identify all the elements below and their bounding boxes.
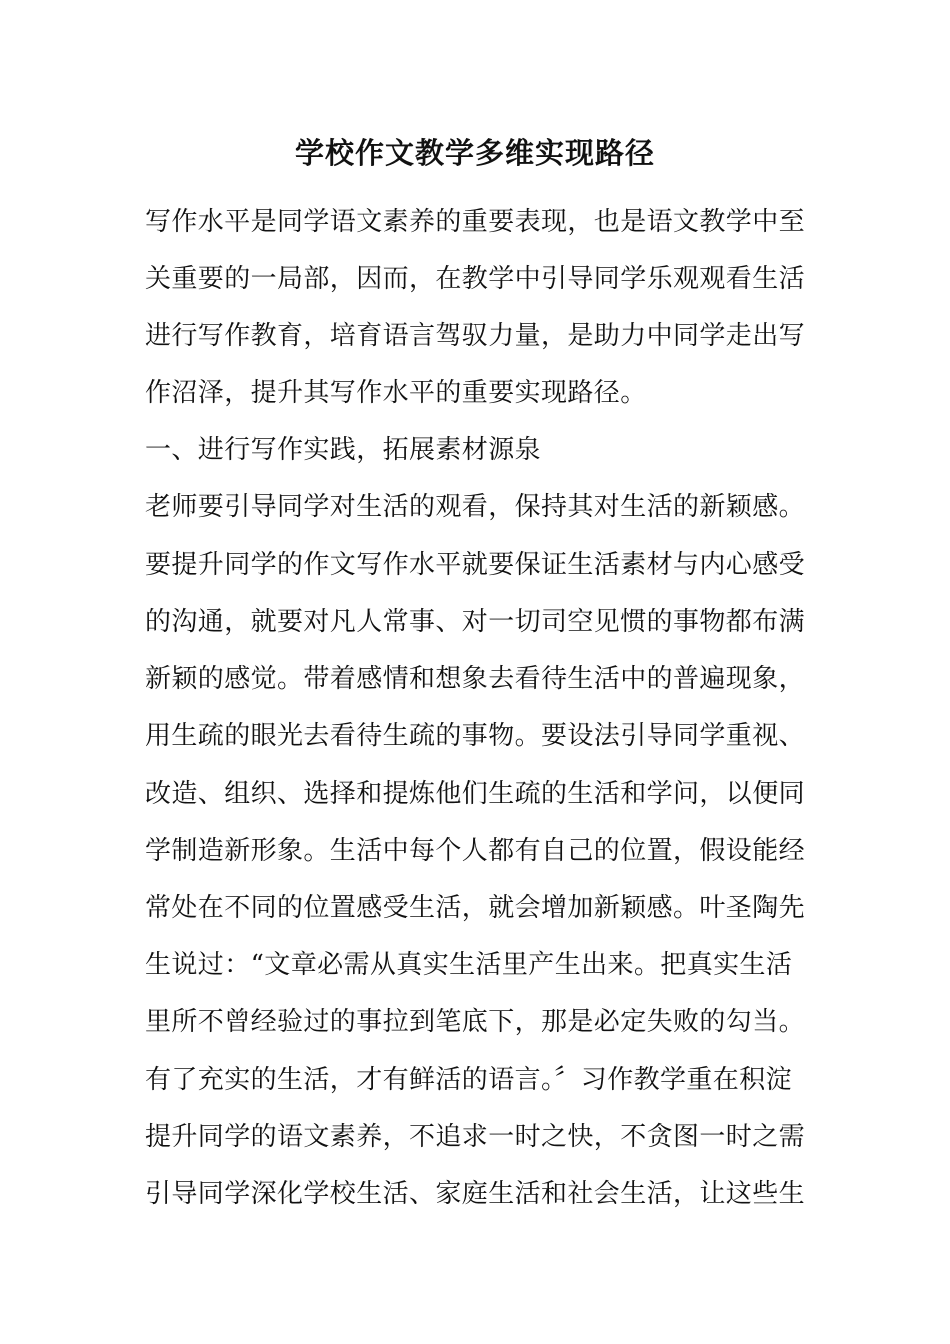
paragraph-line: 提升同学的语文素养，不追求一时之快，不贪图一时之需	[145, 1122, 806, 1152]
paragraph-line: 里所不曾经验过的事拉到笔底下，那是必定失败的勾当。	[145, 1007, 806, 1037]
paragraph-line: 有了充实的生活，才有鲜活的语言。〞习作教学重在积淀	[145, 1065, 793, 1095]
paragraph-line: 学制造新形象。生活中每个人都有自己的位置，假设能经	[145, 836, 806, 866]
document-title: 学校作文教学多维实现路径	[294, 136, 655, 170]
paragraph-line: 写作水平是同学语文素养的重要表现，也是语文教学中至	[145, 207, 806, 237]
paragraph-line: 引导同学深化学校生活、家庭生活和社会生活，让这些生	[145, 1179, 806, 1209]
paragraph-line: 改造、组织、选择和提炼他们生疏的生活和学问，以便同	[145, 779, 806, 809]
paragraph-line: 关重要的一局部，因而，在教学中引导同学乐观观看生活	[145, 264, 806, 294]
paragraph-line: 要提升同学的作文写作水平就要保证生活素材与内心感受	[145, 550, 806, 580]
paragraph-line: 作沼泽，提升其写作水平的重要实现路径。	[145, 378, 647, 408]
paragraph-line: 老师要引导同学对生活的观看，保持其对生活的新颖感。	[145, 492, 806, 522]
section-heading: 一、进行写作实践，拓展素材源泉	[145, 435, 542, 465]
paragraph-line: 的沟通，就要对凡人常事、对一切司空见惯的事物都布满	[145, 607, 806, 637]
paragraph-line: 生说过：“文章必需从真实生活里产生出来。把真实生活	[145, 950, 793, 980]
paragraph-line: 用生疏的眼光去看待生疏的事物。要设法引导同学重视、	[145, 721, 806, 751]
paragraph-line: 常处在不同的位置感受生活，就会增加新颖感。叶圣陶先	[145, 893, 806, 923]
paragraph-line: 新颖的感觉。带着感情和想象去看待生活中的普遍现象，	[145, 664, 806, 694]
paragraph-line: 进行写作教育，培育语言驾驭力量，是助力中同学走出写	[145, 321, 806, 351]
